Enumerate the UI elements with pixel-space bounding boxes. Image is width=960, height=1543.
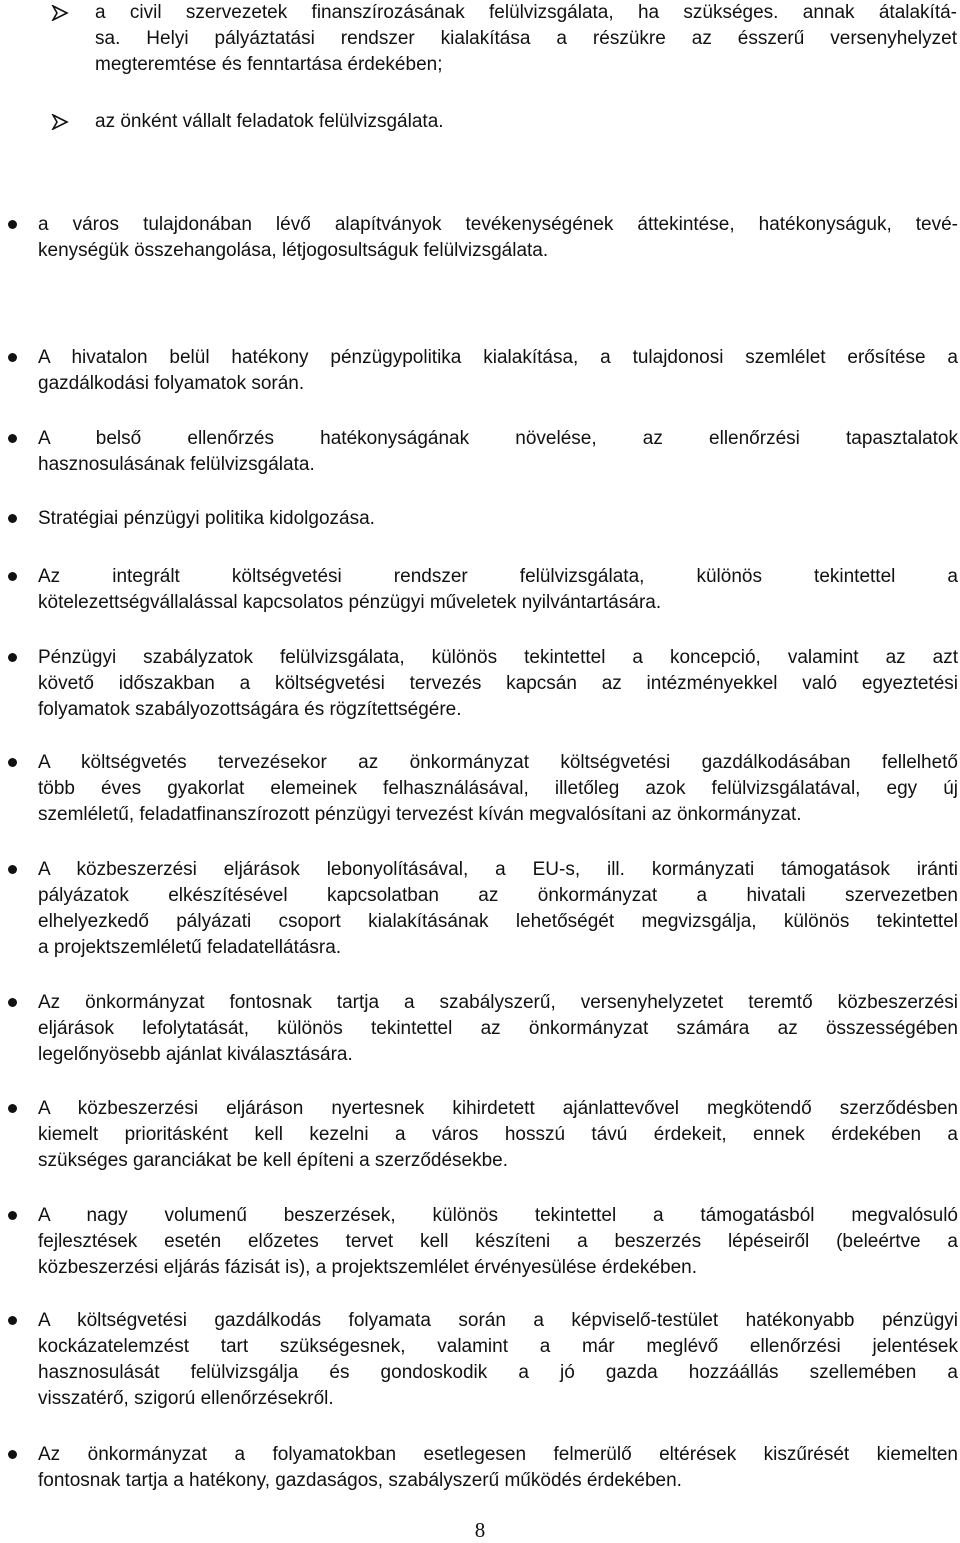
text-line: kötelezettségvállalással kapcsolatos pénzügyi műveletek nyilvántartására. — [38, 592, 662, 613]
bullet-list-item — [38, 990, 958, 1068]
bullet-list-item — [38, 645, 958, 723]
text-line: A belső ellenőrzés hatékonyságának növelése, az ellenőrzési tapasztalatok — [38, 428, 958, 449]
bullet-dot-icon — [8, 220, 17, 229]
bullet-list-item — [38, 750, 958, 828]
bullet-dot-icon — [8, 998, 17, 1007]
bullet-dot-icon — [8, 865, 17, 874]
text-line: a projektszemléletű feladatellátásra. — [38, 937, 342, 958]
arrow-list-item — [95, 109, 957, 135]
bullet-list-item — [38, 212, 958, 264]
text-line: fejlesztések esetén előzetes tervet kell készíteni a beszerzés lépéseiről (beleértve a — [38, 1231, 958, 1252]
text-line: a civil szervezetek finanszírozásának felülvizsgálata, ha szükséges. annak átalakítá- — [95, 2, 957, 23]
bullet-list-item — [38, 1096, 958, 1174]
text-line: kenységük összehangolása, létjogosultságuk felülvizsgálata. — [38, 240, 549, 261]
text-line: Pénzügyi szabályzatok felülvizsgálata, különös tekintettel a koncepció, valamint az azt — [38, 647, 958, 668]
text-line: kiemelt prioritásként kell kezelni a város hosszú távú érdekeit, ennek érdekében a — [38, 1124, 958, 1145]
bullet-dot-icon — [8, 1450, 17, 1459]
arrow-bullet-icon — [51, 114, 69, 130]
text-line: hasznosulásának felülvizsgálata. — [38, 454, 315, 475]
bullet-list-item — [38, 564, 958, 616]
bullet-dot-icon — [8, 1316, 17, 1325]
bullet-dot-icon — [8, 353, 17, 362]
text-line: kockázatelemzést tart szükségesnek, valamint a már meglévő ellenőrzési jelentések — [38, 1336, 958, 1357]
bullet-list-item — [38, 506, 958, 532]
text-line: A nagy volumenű beszerzések, különös tekintettel a támogatásból megvalósuló — [38, 1205, 958, 1226]
bullet-dot-icon — [8, 434, 17, 443]
text-line: Az integrált költségvetési rendszer felülvizsgálata, különös tekintettel a — [38, 566, 958, 587]
text-line: A költségvetés tervezésekor az önkormányzat költségvetési gazdálkodásában fellelhető — [38, 752, 958, 773]
bullet-dot-icon — [8, 514, 17, 523]
text-line: több éves gyakorlat elemeinek felhasználásával, illetőleg azok felülvizsgálatával, egy új — [38, 778, 958, 799]
bullet-dot-icon — [8, 758, 17, 767]
text-line: fontosnak tartja a hatékony, gazdaságos, szabályszerű működés érdekében. — [38, 1470, 682, 1491]
arrow-bullet-icon — [51, 5, 69, 21]
text-line: sa. Helyi pályáztatási rendszer kialakítása a részükre az ésszerű versenyhelyzet — [95, 28, 957, 49]
text-line: megteremtése és fenntartása érdekében; — [95, 54, 443, 75]
text-line: eljárások lefolytatását, különös tekintettel az önkormányzat számára az összességében — [38, 1018, 958, 1039]
text-line: Az önkormányzat fontosnak tartja a szabályszerű, versenyhelyzetet teremtő közbeszerzési — [38, 992, 958, 1013]
bullet-list-item — [38, 426, 958, 478]
text-line: folyamatok szabályozottságára és rögzítettségére. — [38, 699, 462, 720]
arrow-list-item — [95, 0, 957, 78]
bullet-list-item — [38, 1308, 958, 1412]
text-line: hasznosulását felülvizsgálja és gondoskodik a jó gazda hozzáállás szellemében a — [38, 1362, 958, 1383]
text-line: közbeszerzési eljárás fázisát is), a projektszemlélet érvényesülése érdekében. — [38, 1257, 697, 1278]
text-line: a város tulajdonában lévő alapítványok tevékenységének áttekintése, hatékonyságuk, tevé- — [38, 214, 958, 235]
text-line: legelőnyösebb ajánlat kiválasztására. — [38, 1044, 353, 1065]
text-line: A hivatalon belül hatékony pénzügypolitika kialakítása, a tulajdonosi szemlélet erősítése a — [38, 347, 958, 368]
page-number: 8 — [474, 1518, 486, 1542]
bullet-dot-icon — [8, 1211, 17, 1220]
text-line: A közbeszerzési eljárások lebonyolításával, a EU-s, ill. kormányzati támogatások iránti — [38, 859, 958, 880]
bullet-list-item — [38, 1442, 958, 1494]
text-line: Az önkormányzat a folyamatokban esetlegesen felmerülő eltérések kiszűrését kiemelten — [38, 1444, 958, 1465]
bullet-list-item — [38, 857, 958, 961]
text-line: visszatérő, szigorú ellenőrzésekről. — [38, 1388, 334, 1409]
bullet-dot-icon — [8, 572, 17, 581]
text-line: az önként vállalt feladatok felülvizsgálata. — [95, 111, 444, 132]
text-line: A költségvetési gazdálkodás folyamata során a képviselő-testület hatékonyabb pénzügyi — [38, 1310, 958, 1331]
bullet-dot-icon — [8, 653, 17, 662]
text-line: követő időszakban a költségvetési tervezés kapcsán az intézményekkel való egyeztetési — [38, 673, 958, 694]
bullet-dot-icon — [8, 1104, 17, 1113]
text-line: pályázatok elkészítésével kapcsolatban az önkormányzat a hivatali szervezetben — [38, 885, 958, 906]
text-line: elhelyezkedő pályázati csoport kialakításának lehetőségét megvizsgálja, különös tekintettel — [38, 911, 958, 932]
text-line: Stratégiai pénzügyi politika kidolgozása. — [38, 508, 375, 529]
bullet-list-item — [38, 345, 958, 397]
text-line: A közbeszerzési eljáráson nyertesnek kihirdetett ajánlattevővel megkötendő szerződésben — [38, 1098, 958, 1119]
text-line: szemléletű, feladatfinanszírozott pénzügyi tervezést kíván megvalósítani az önkormányzat. — [38, 804, 802, 825]
text-line: gazdálkodási folyamatok során. — [38, 373, 305, 394]
text-line: szükséges garanciákat be kell építeni a szerződésekbe. — [38, 1150, 508, 1171]
bullet-list-item — [38, 1203, 958, 1281]
